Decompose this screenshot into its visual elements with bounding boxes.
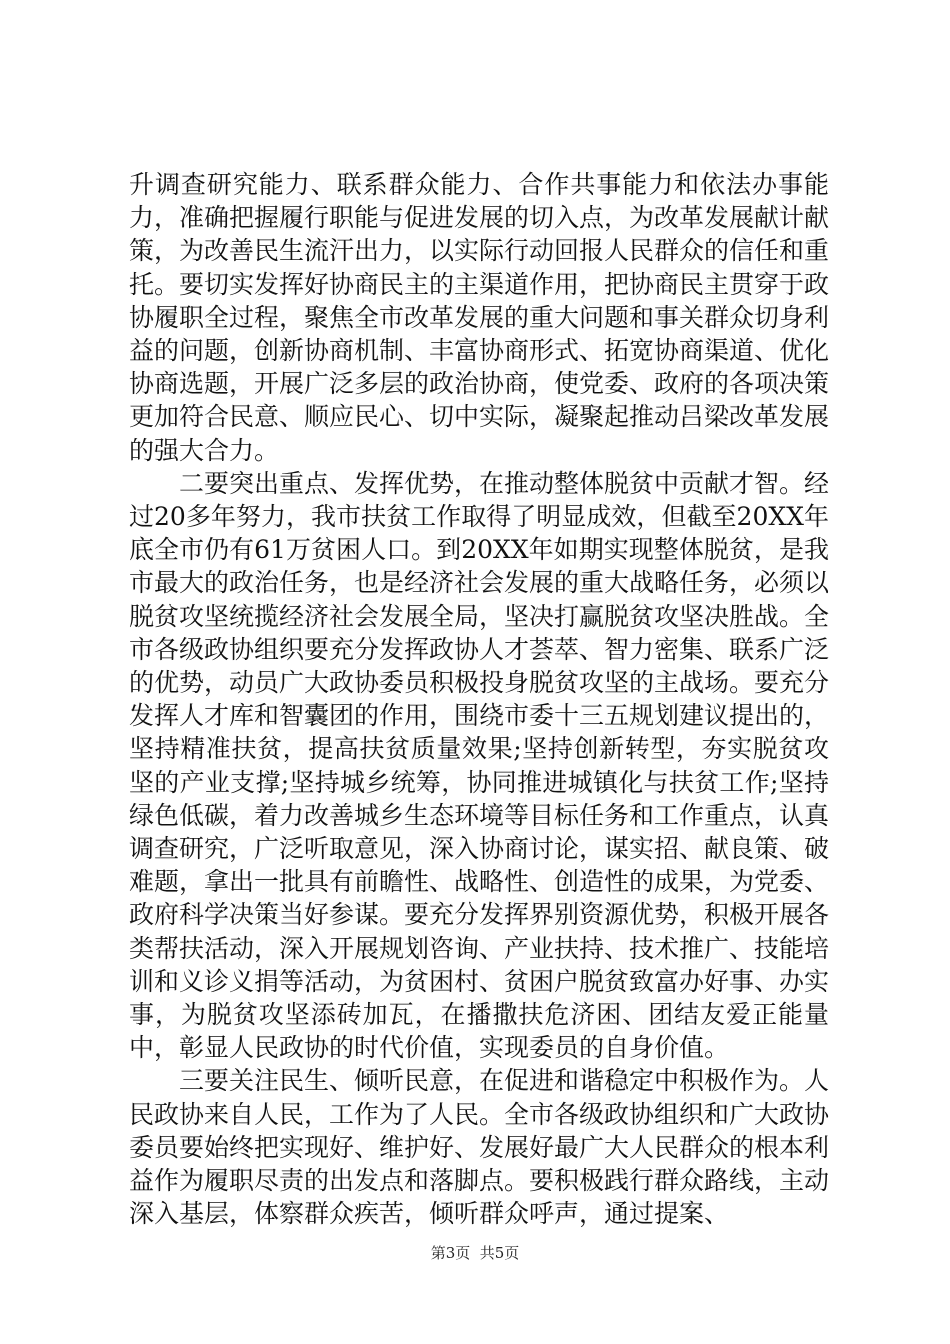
document-body bbox=[129, 168, 829, 1231]
page-footer bbox=[0, 1243, 950, 1263]
paragraph-3: 三要关注民生、倾听民意，在促进和谐稳定中积极作为。人民政协来自人民，工作为了人民。全市各级政协组织和广大政协委员要始终把实现好、维护好、发展好最广大人民群众的根本利益作为履职尽责的出发点和落脚点。要积极践行群众路线，主动深入基层，体察群众疾苦，倾听群众呼声，通过提案、 bbox=[129, 1066, 830, 1229]
paragraph-1: 升调查研究能力、联系群众能力、合作共事能力和依法办事能力，准确把握履行职能与促进发展的切入点，为改革发展献计献策，为改善民生流汗出力，以实际行动回报人民群众的信任和重托。要切实发挥好协商民主的主渠道作用，把协商民主贯穿于政协履职全过程，聚焦全市改革发展的重大问题和事关群众切身利益的问题，创新协商机制、丰富协商形式、拓宽协商渠道、优化协商选题，开展广泛多层的政治协商，使党委、政府的各项决策更加符合民意、顺应民心、切中实际，凝聚起推动吕梁改革发展的强大合力。 bbox=[129, 170, 830, 465]
page-number-label: 第3页 共5页 bbox=[430, 1244, 520, 1262]
paragraph-2: 二要突出重点、发挥优势，在推动整体脱贫中贡献才智。经过20多年努力，我市扶贫工作取得了明显成效，但截至20XX年底全市仍有61万贫困人口。到20XX年如期实现整体脱贫，是我市最大的政治任务，也是经济社会发展的重大战略任务，必须以脱贫攻坚统揽经济社会发展全局，坚决打赢脱贫攻坚决胜战。全市各级政协组织要充分发挥政协人才荟萃、智力密集、联系广泛的优势，动员广大政协委员积极投身脱贫攻坚的主战场。要充分发挥人才库和智囊团的作用，围绕市委十三五规划建议提出的，坚持精准扶贫，提高扶贫质量效果;坚持创新转型，夯实脱贫攻坚的产业支撑;坚持城乡统筹，协同推进城镇化与扶贫工作;坚持绿色低碳，着力改善城乡生态环境等目标任务和工作重点，认真调查研究，广泛听取意见，深入协商讨论，谋实招、献良策、破难题，拿出一批具有前瞻性、战略性、创造性的成果，为党委、政府科学决策当好参谋。要充分发挥界别资源优势，积极开展各类帮扶活动，深入开展规划咨询、产业扶持、技术推广、技能培训和义诊义捐等活动，为贫困村、贫困户脱贫致富办好事、办实事，为脱贫攻坚添砖加瓦，在播撒扶危济困、团结友爱正能量中，彰显人民政协的时代价值，实现委员的自身价值。 bbox=[129, 468, 830, 1063]
